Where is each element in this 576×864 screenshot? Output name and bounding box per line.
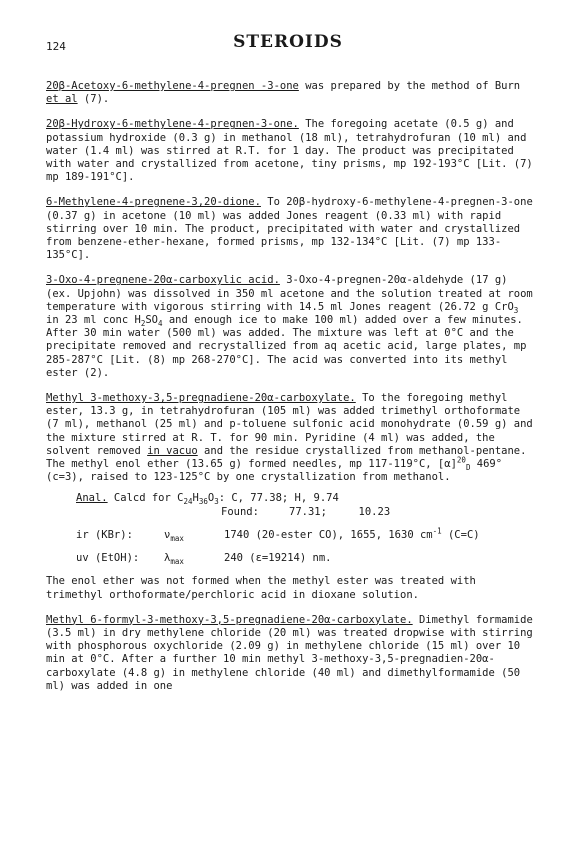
compound-heading: Methyl 6-formyl-3-methoxy-3,5-pregnadiene-20α-carboxylate.	[46, 613, 413, 626]
subscript: 2	[140, 319, 146, 329]
paragraph-text: was prepared by the method of Burn	[298, 80, 521, 92]
uv-values: 240 (ε=19214) nm.	[224, 552, 332, 565]
subscript: max	[170, 533, 184, 543]
formula-o: O	[207, 492, 215, 505]
compound-heading: 20β-Acetoxy-6-methylene-4-pregnen -3-one	[46, 80, 299, 92]
found-values: 77.31; 10.23	[289, 505, 391, 518]
paragraph-text: To the foregoing methyl ester, 13.3 g, in tetrahydrofuran (105 ml) was added trimethyl orthoformate (7 ml), methanol (25 ml) and p-toluene sulfonic acid monohydrate (0.59 g) and the mixture stirred at R. T. for 90 min. Pyridine (4 ml) was added, the solvent removed	[46, 392, 533, 457]
found-label: Found:	[221, 505, 259, 518]
paragraph-carboxylic-acid	[46, 274, 536, 380]
subscript: 3	[513, 305, 519, 315]
paragraph-acetoxy	[46, 80, 536, 106]
calcd-text: Calcd for C	[107, 492, 184, 505]
analysis-label: Anal.	[76, 492, 108, 505]
ir-tail: (C=C)	[441, 528, 480, 541]
page-number: 124	[46, 40, 66, 53]
ir-values-text: 1740 (20-ester CO), 1655, 1630 cm	[224, 528, 433, 541]
page-header	[46, 32, 530, 56]
analysis-calcd-row	[76, 492, 536, 505]
compound-heading: Methyl 3-methoxy-3,5-pregnadiene-20α-carboxylate.	[46, 392, 356, 405]
compound-heading: 20β-Hydroxy-6-methylene-4-pregnen-3-one.	[46, 118, 299, 131]
uv-label: uv (EtOH):	[76, 552, 140, 565]
uv-spectrum	[76, 552, 536, 565]
subscript: max	[170, 557, 184, 567]
journal-title: STEROIDS	[233, 32, 343, 52]
nu-symbol: ν	[164, 528, 171, 541]
subscript: 4	[158, 319, 163, 329]
paragraph-text: 3-Oxo-4-pregnen-20α-aldehyde (17 g) (ex. Upjohn) was dissolved in 350 ml acetone and the solution treated at room temperature with vigorous stirring with 14.5 ml Jones reagent (26.72 g CrO	[46, 274, 533, 313]
superscript: 20	[456, 455, 466, 465]
paragraph-text: in 23 ml conc H	[46, 314, 141, 327]
paragraph-text: (7).	[77, 93, 110, 106]
compound-heading: 3-Oxo-4-pregnene-20α-carboxylic acid.	[46, 274, 280, 287]
paragraph-text: and the residue crystallized from methanol-pentane. The methyl enol ether (13.65 g) formed needles, mp 117-119°C, [α]	[46, 444, 527, 471]
lambda-max-symbol	[164, 552, 224, 565]
subscript: 3	[214, 497, 219, 507]
paragraph-body	[46, 392, 536, 484]
superscript: -1	[432, 526, 442, 536]
ir-spectrum	[76, 526, 536, 543]
paragraph-text: Dimethyl formamide (3.5 ml) in dry methylene chloride (20 ml) was treated dropwise with stirring with phosphorous oxychloride (2.09 g) in methylene chloride (15 ml) over 10 min at 0°C. After a further 10 min methyl 3-methoxy-3,5-pregnadien-20α-carboxylate (4.8 g) in methylene chloride (40 ml) and dimethylformamide (50 ml) was added in one	[46, 613, 533, 692]
calcd-values: : C, 77.38; H, 9.74	[218, 492, 339, 505]
paragraph-formyl	[46, 614, 536, 693]
elemental-analysis	[76, 492, 536, 518]
paragraph-text: To 20β-hydroxy-6-methylene-4-pregnen-3-one (0.37 g) in acetone (10 ml) was added Jones reagent (0.33 ml) with rapid stirring over 10 min. The product, precipitated with water and crystallized from benzene-ether-hexane, formed prisms, mp 132-134°C [Lit. (7) mp 133-135°C].	[46, 196, 533, 262]
ir-label: ir (KBr):	[76, 528, 133, 541]
paragraph-methoxy-ester	[46, 392, 536, 602]
formula-h: H	[192, 492, 199, 505]
paragraph-hydroxy	[46, 118, 536, 184]
article-body	[46, 80, 536, 705]
enol-ether-note: The enol ether was not formed when the methyl ester was treated with trimethyl orthoformate/perchloric acid in dioxane solution.	[46, 575, 476, 601]
subscript: D	[465, 463, 471, 473]
paragraph-text: The foregoing acetate (0.5 g) and potassium hydroxide (0.3 g) in methanol (18 ml), tetrahydrofuran (10 ml) and water (1.4 ml) was stirred at R.T. for 1 day. The product was precipitated with water and crystallized from acetone, tiny prisms, mp 192-193°C [Lit. (7) mp 189-191°C].	[46, 118, 533, 184]
subscript: 36	[198, 497, 208, 507]
in-vacuo-text: in vacuo	[147, 444, 198, 457]
analysis-found-row	[76, 506, 536, 519]
ir-values	[224, 526, 480, 542]
paragraph-text: 469° (c=3), raised to 123-125°C by one crystallization from methanol.	[46, 458, 503, 484]
subscript: 24	[183, 497, 193, 507]
compound-heading: 6-Methylene-4-pregnene-3,20-dione.	[46, 196, 261, 209]
et-al-text: et al	[46, 93, 78, 106]
paragraph-text: SO	[145, 314, 158, 327]
nu-max-symbol	[164, 529, 224, 542]
lambda-symbol: λ	[164, 552, 171, 565]
paragraph-dione	[46, 196, 536, 262]
paragraph-text: and enough ice to make 100 ml) added over a few minutes. After 30 min water (500 ml) was added. The mixture was left at 0°C and the precipitate removed and recrystallized from aq acetic acid, large plates, mp 285-287°C [Lit. (8) mp 268-270°C]. The acid was converted into its methyl ester (2).	[46, 314, 527, 379]
